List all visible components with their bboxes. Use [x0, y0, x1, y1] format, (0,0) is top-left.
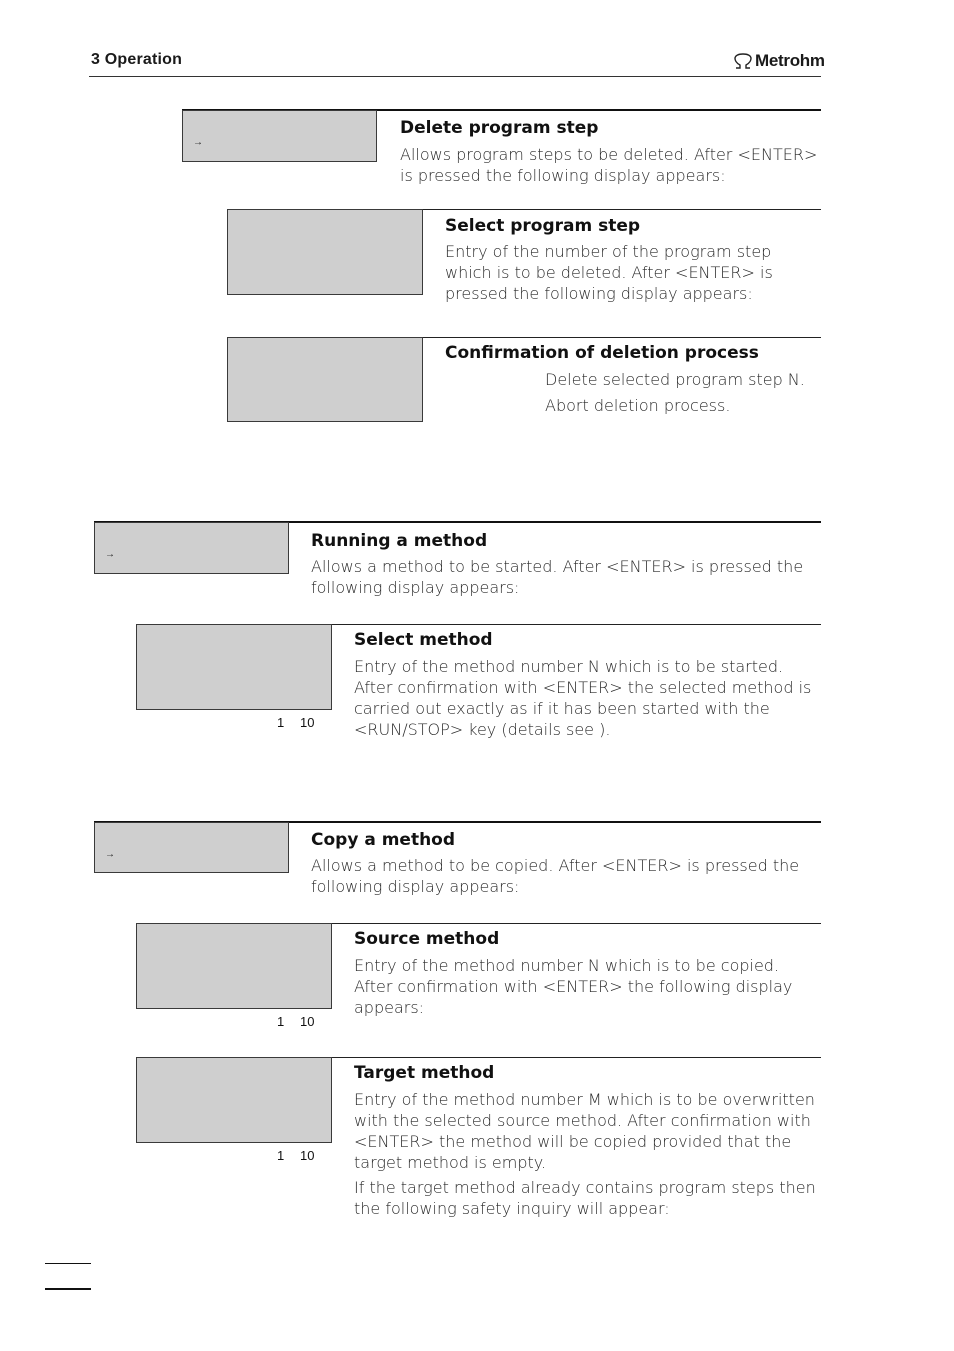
arrow-icon: → — [105, 849, 115, 860]
range-min: 1 — [277, 715, 285, 730]
range-max: 10 — [300, 1014, 315, 1029]
select-step-title: Select program step — [445, 216, 641, 236]
display-confirm-delete — [227, 337, 423, 422]
run-text: Allows a method to be started. After <ENTER> is pressed the following display appears: — [311, 557, 804, 597]
display-target-method — [136, 1057, 332, 1143]
range-min: 1 — [277, 1014, 285, 1029]
range-max: 10 — [300, 1148, 315, 1163]
copy-text: Allows a method to be copied. After <ENTER> is pressed the following display appears: — [311, 856, 800, 896]
target-method-note: If the target method already contains program steps then the following safety inquiry will appear: — [354, 1178, 816, 1218]
arrow-icon: → — [193, 137, 203, 148]
range-min: 1 — [277, 1148, 285, 1163]
source-method-title: Source method — [354, 929, 500, 949]
target-method-text: Entry of the method number M which is to be overwritten with the selected source method. After confirmation with <ENTER> the method will be copied provided that the target method is empty. — [354, 1090, 815, 1172]
delete-title: Delete program step — [400, 118, 599, 138]
section-heading: 3 Operation — [91, 51, 183, 68]
confirm-no-text: Abort deletion process. — [545, 396, 731, 415]
display-source-method — [136, 923, 332, 1009]
header-rule — [89, 76, 821, 77]
select-step-text: Entry of the number of the program step which is to be deleted. After <ENTER> is pressed the following display appears: — [445, 242, 773, 303]
arrow-icon: → — [105, 549, 115, 560]
run-title: Running a method — [311, 531, 488, 551]
select-method-text: Entry of the method number N which is to be started. After confirmation with <ENTER> the selected method is carried out exactly as if it has been started with the <RUN/STOP> key (details see ). — [354, 657, 812, 739]
delete-text: Allows program steps to be deleted. After <ENTER> is pressed the following display appears: — [400, 145, 818, 185]
display-select-step — [227, 209, 423, 295]
display-copy-menu — [94, 822, 289, 873]
confirm-yes-text: Delete selected program step N. — [545, 370, 805, 389]
target-method-title: Target method — [354, 1063, 495, 1083]
range-max: 10 — [300, 715, 315, 730]
footer-rule — [45, 1288, 91, 1290]
display-select-method — [136, 624, 332, 710]
select-method-title: Select method — [354, 630, 493, 650]
copy-title: Copy a method — [311, 830, 456, 850]
brand-logo — [733, 51, 825, 71]
display-delete-menu — [182, 110, 377, 162]
confirm-title: Confirmation of deletion process — [445, 343, 759, 363]
source-method-text: Entry of the method number N which is to be copied. After confirmation with <ENTER> the following display appears: — [354, 956, 793, 1017]
brand-name: Metrohm — [755, 51, 825, 70]
footer-rule — [45, 1263, 91, 1264]
display-run-menu — [94, 522, 289, 574]
omega-icon — [733, 53, 753, 69]
